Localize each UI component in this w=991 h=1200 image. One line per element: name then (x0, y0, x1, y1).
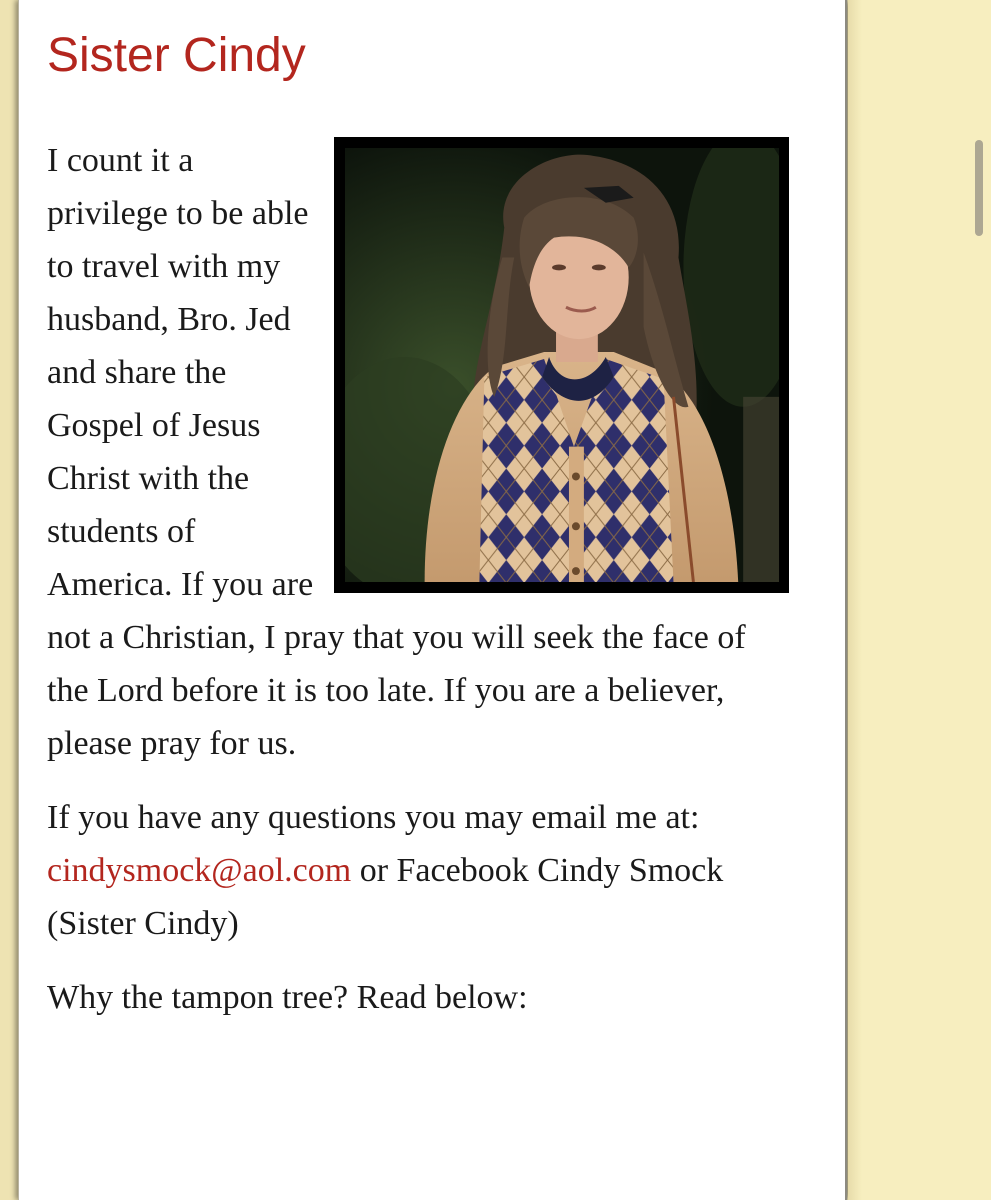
closing-paragraph: Why the tampon tree? Read below: (47, 979, 528, 1016)
intro-paragraph: I count it a privilege to be able to travel with my husband, Bro. Jed and share the Gospel of Jesus Christ with the students of America. If you are not a Christian, I pray that you will seek the face of the Lord before it is too late. If you are a believer, please pray for us. (47, 142, 746, 762)
scrollbar-thumb[interactable] (975, 140, 983, 236)
page-shadow-edge (848, 0, 862, 1200)
portrait-photo (345, 148, 779, 582)
email-link[interactable]: cindysmock@aol.com (47, 852, 352, 889)
page-title: Sister Cindy (47, 29, 306, 82)
contact-after-email-text: or Facebook Cindy Smock (Sister Cindy) (47, 852, 724, 942)
portrait-photo-frame (334, 137, 789, 593)
left-margin-strip (0, 0, 18, 1200)
contact-paragraph (47, 791, 792, 950)
contact-lead-text: If you have any questions you may email me at: (47, 799, 700, 836)
article-content (47, 134, 792, 1024)
portrait-photo-illustration (345, 148, 779, 582)
